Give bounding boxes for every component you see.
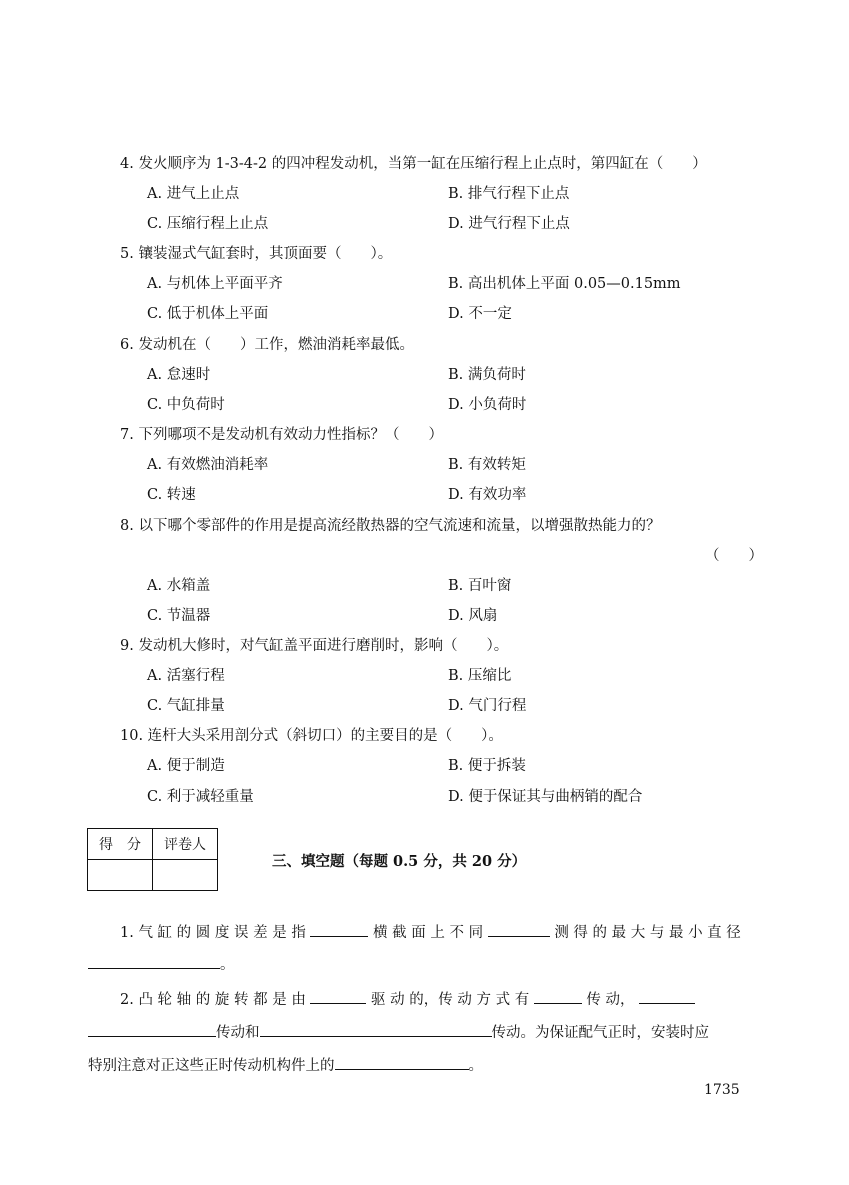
- question-4-option-d: D. 进气行程下止点: [448, 216, 570, 232]
- question-10-option-b: B. 便于拆装: [448, 758, 526, 774]
- fill-q2-blank-1[interactable]: [310, 989, 366, 1004]
- fill-q1-text-1: 1. 气 缸 的 圆 度 误 差 是 指: [120, 925, 306, 941]
- question-6-stem: 6. 发动机在（ ）工作，燃油消耗率最低。: [120, 337, 414, 353]
- question-6-option-b: B. 满负荷时: [448, 367, 526, 383]
- page-number: 1735: [704, 1082, 740, 1098]
- question-10-option-a: A. 便于制造: [147, 758, 225, 774]
- score-cell[interactable]: [88, 860, 153, 891]
- section-title: 三、填空题（每题 0.5 分，共 20 分）: [272, 853, 527, 870]
- question-5-option-b: B. 高出机体上平面 0.05—0.15mm: [448, 276, 681, 292]
- fill-question-2-line-2: [88, 1021, 709, 1042]
- fill-q1-text-3: 测 得 的 最 大 与 最 小 直 径: [554, 925, 741, 941]
- fill-q2-blank-4[interactable]: [88, 1022, 216, 1037]
- question-7-option-a: A. 有效燃油消耗率: [147, 457, 269, 473]
- grader-label: 评卷人: [153, 829, 218, 860]
- question-4-stem: 4. 发火顺序为 1-3-4-2 的四冲程发动机，当第一缸在压缩行程上止点时，第四缸在（ ）: [120, 156, 707, 172]
- question-8-option-d: D. 风扇: [448, 608, 498, 624]
- grader-cell[interactable]: [153, 860, 218, 891]
- question-9-option-c: C. 气缸排量: [147, 698, 225, 714]
- score-table: [87, 828, 218, 891]
- question-5-option-d: D. 不一定: [448, 306, 512, 322]
- question-9-option-a: A. 活塞行程: [147, 668, 225, 684]
- fill-q2-text-1: 2. 凸 轮 轴 的 旋 转 都 是 由: [120, 992, 306, 1008]
- question-6-option-c: C. 中负荷时: [147, 397, 225, 413]
- question-9-option-d: D. 气门行程: [448, 698, 527, 714]
- question-5-stem: 5. 镶装湿式气缸套时，其顶面要（ ）。: [120, 246, 393, 262]
- fill-q2-blank-2[interactable]: [534, 989, 582, 1004]
- question-5-option-c: C. 低于机体上平面: [147, 306, 269, 322]
- question-4-option-b: B. 排气行程下止点: [448, 186, 570, 202]
- fill-q1-blank-2[interactable]: [488, 922, 550, 937]
- fill-question-2-line-3: [88, 1054, 483, 1075]
- question-6-option-d: D. 小负荷时: [448, 397, 527, 413]
- question-7-option-d: D. 有效功率: [448, 487, 527, 503]
- question-8-option-a: A. 水箱盖: [147, 578, 211, 594]
- question-10-option-c: C. 利于减轻重量: [147, 789, 254, 805]
- fill-q2-blank-6[interactable]: [335, 1055, 469, 1070]
- question-9-stem: 9. 发动机大修时，对气缸盖平面进行磨削时，影响（ ）。: [120, 638, 509, 654]
- fill-q1-end: 。: [220, 957, 235, 973]
- fill-question-2-line-1: [120, 988, 695, 1009]
- question-4-option-c: C. 压缩行程上止点: [147, 216, 269, 232]
- question-5-option-a: A. 与机体上平面平齐: [147, 276, 283, 292]
- question-10-stem: 10. 连杆大头采用剖分式（斜切口）的主要目的是（ ）。: [120, 728, 503, 744]
- fill-q2-blank-5[interactable]: [260, 1022, 492, 1037]
- fill-q1-text-2: 横 截 面 上 不 同: [373, 925, 484, 941]
- fill-question-1-line-1: [120, 921, 741, 942]
- fill-q1-blank-1[interactable]: [310, 922, 368, 937]
- fill-q2-text-2: 驱 动 的，传 动 方 式 有: [371, 992, 530, 1008]
- fill-q2-blank-3[interactable]: [639, 989, 695, 1004]
- question-9-option-b: B. 压缩比: [448, 668, 512, 684]
- question-7-option-b: B. 有效转矩: [448, 457, 526, 473]
- question-4-option-a: A. 进气上止点: [147, 186, 240, 202]
- fill-q2-text-6: 特别注意对正这些正时传动机构件上的: [88, 1058, 335, 1074]
- question-8-option-b: B. 百叶窗: [448, 578, 512, 594]
- fill-question-1-line-2: [88, 953, 235, 974]
- fill-q2-text-4: 传动和: [216, 1025, 260, 1041]
- fill-q1-blank-3[interactable]: [88, 954, 220, 969]
- fill-q2-end: 。: [468, 1058, 483, 1074]
- fill-q2-text-3: 传 动，: [586, 992, 635, 1008]
- question-8-stem: 8. 以下哪个零部件的作用是提高流经散热器的空气流速和流量，以增强散热能力的？: [120, 518, 661, 534]
- question-6-option-a: A. 怠速时: [147, 367, 211, 383]
- score-label: 得 分: [88, 829, 153, 860]
- fill-q2-text-5: 传动。为保证配气正时，安装时应: [491, 1025, 709, 1041]
- question-8-option-c: C. 节温器: [147, 608, 211, 624]
- question-10-option-d: D. 便于保证其与曲柄销的配合: [448, 789, 643, 805]
- question-7-option-c: C. 转速: [147, 487, 196, 503]
- question-8-answer-paren: （ ）: [705, 548, 763, 564]
- question-7-stem: 7. 下列哪项不是发动机有效动力性指标？（ ）: [120, 427, 443, 443]
